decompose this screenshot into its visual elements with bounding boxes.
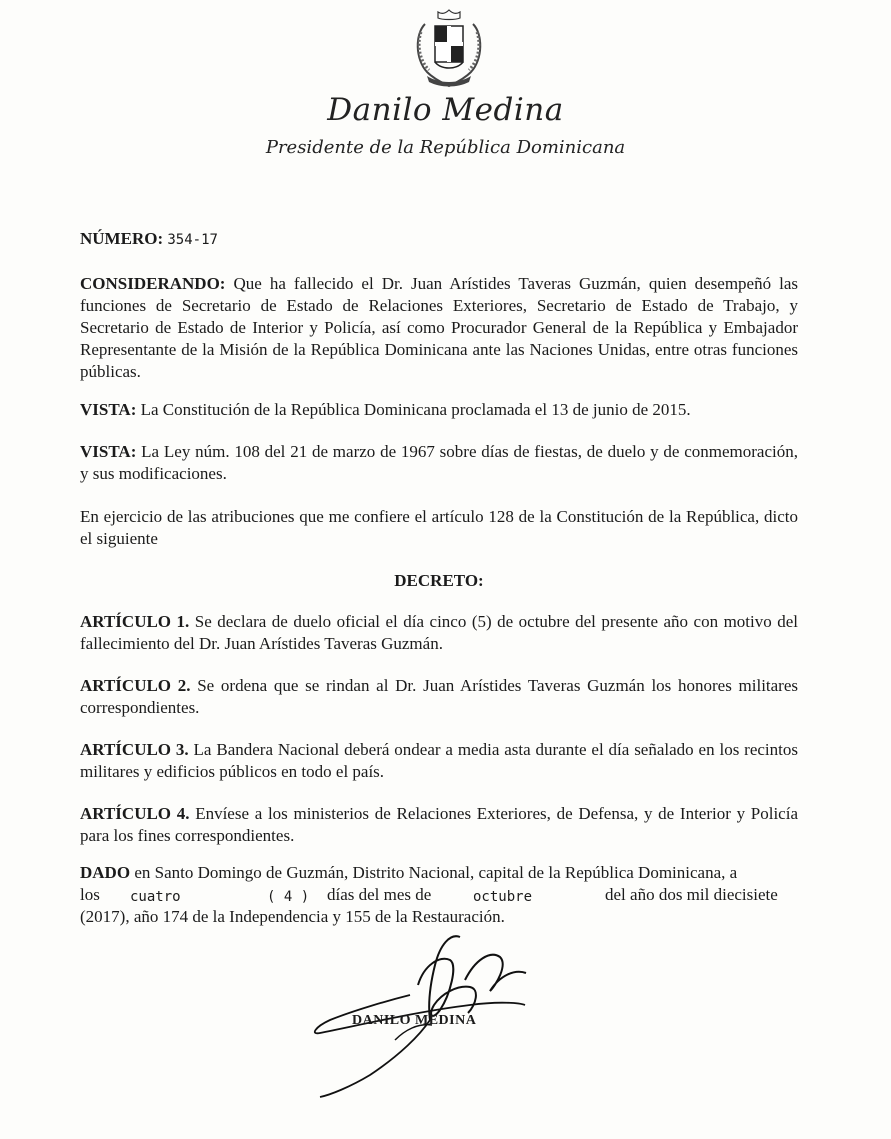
articulo-text: La Bandera Nacional deberá ondear a media asta durante el día señalado en los recintos militares y edificios públicos en todo el país. <box>80 740 798 781</box>
considerando-label: CONSIDERANDO: <box>80 274 226 293</box>
dado-line-2 <box>80 884 798 906</box>
articulo-4 <box>80 803 798 847</box>
year-text: del año dos mil diecisiete <box>605 885 778 904</box>
coat-of-arms-icon <box>405 4 493 92</box>
articulo-text: Se ordena que se rindan al Dr. Juan Arístides Taveras Guzmán los honores militares correspondientes. <box>80 676 799 717</box>
vista-ley <box>80 441 798 485</box>
numero-value: 354-17 <box>167 232 218 248</box>
decree-number <box>80 228 798 251</box>
articulo-label: ARTÍCULO 3. <box>80 740 189 759</box>
vista-text: La Ley núm. 108 del 21 de marzo de 1967 sobre días de fiestas, de duelo y de conmemoración, y sus modificaciones. <box>80 442 798 483</box>
considerando-paragraph <box>80 273 798 383</box>
articulo-text: Envíese a los ministerios de Relaciones Exteriores, de Defensa, y de Interior y Policía para los fines correspondientes. <box>80 804 798 845</box>
letterhead-name: Danilo Medina <box>327 92 564 128</box>
letterhead-title: Presidente de la República Dominicana <box>265 137 626 158</box>
numero-label: NÚMERO: <box>80 229 164 248</box>
days-of-month-text: días del mes de <box>327 885 432 904</box>
signatory-name: DANILO MEDINA <box>352 1013 477 1028</box>
articulo-label: ARTÍCULO 1. <box>80 612 190 631</box>
vista-label: VISTA: <box>80 442 137 461</box>
dado-text: en Santo Domingo de Guzmán, Distrito Nacional, capital de la República Dominicana, a <box>134 863 738 882</box>
articulo-label: ARTÍCULO 2. <box>80 676 191 695</box>
articulo-1 <box>80 611 798 655</box>
ejercicio-paragraph: En ejercicio de las atribuciones que me confiere el artículo 128 de la Constitución de la República, dicto el siguiente <box>80 507 798 548</box>
articulo-text: Se declara de duelo oficial el día cinco (5) de octubre del presente año con motivo del fallecimiento del Dr. Juan Arístides Taveras Guzmán. <box>80 612 798 653</box>
vista-constitucion <box>80 399 798 421</box>
dado-line-3: (2017), año 174 de la Independencia y 155 de la Restauración. <box>80 907 505 926</box>
considerando-text: Que ha fallecido el Dr. Juan Arístides Taveras Guzmán, quien desempeñó las funciones de Secretario de Estado de Relaciones Exteriores, Secretario de Estado de Trabajo, y Secretario de Estado de Interior y Policía, así como Procurador General de la República y Embajador Representante de la Misión de la República Dominicana ante las Naciones Unidas, entre otras funciones públicas. <box>80 274 799 381</box>
day-number-field: ( 4 ) <box>267 889 310 905</box>
month-field: octubre <box>473 889 533 905</box>
day-words-field: cuatro <box>130 889 181 905</box>
dado-line-1 <box>80 862 798 884</box>
vista-label: VISTA: <box>80 400 137 419</box>
articulo-2 <box>80 675 798 719</box>
articulo-3 <box>80 739 798 783</box>
dado-label: DADO <box>80 863 131 882</box>
articulo-label: ARTÍCULO 4. <box>80 804 190 823</box>
decreto-heading: DECRETO: <box>394 571 484 590</box>
dado-los: los <box>80 885 100 904</box>
vista-text: La Constitución de la República Dominicana proclamada el 13 de junio de 2015. <box>140 400 691 419</box>
